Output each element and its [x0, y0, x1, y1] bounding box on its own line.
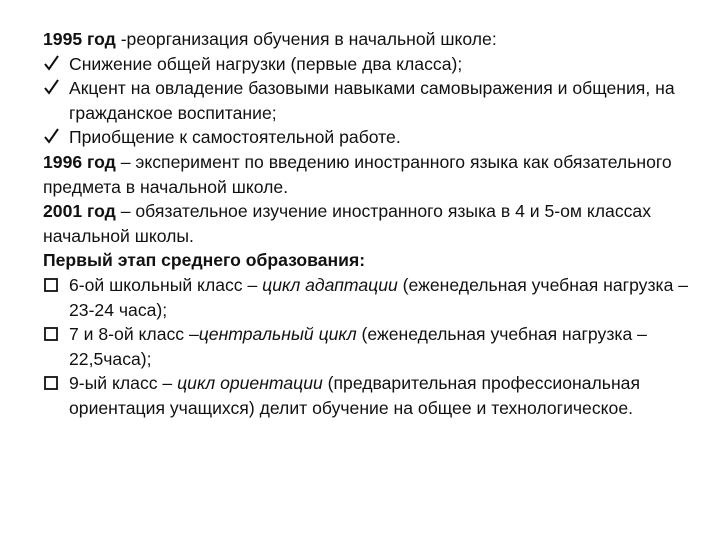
- cycle-name: центральный цикл: [198, 324, 357, 345]
- checkmark-icon: [43, 52, 63, 76]
- square-bullet-icon: [43, 322, 63, 346]
- year-1995: 1995 год: [43, 29, 116, 49]
- list-item: [43, 322, 703, 371]
- item-text: Приобщение к самостоятельной работе.: [69, 127, 401, 148]
- year-2001: 2001 год: [43, 201, 116, 222]
- cycle-name: цикл адаптации: [262, 274, 398, 295]
- list-item: [43, 52, 703, 77]
- stage-heading: Первый этап среднего образования:: [43, 250, 366, 271]
- checkmark-icon: [43, 76, 63, 100]
- list-item: [43, 273, 703, 322]
- year-1996: 1996 год: [43, 151, 116, 172]
- item-text: 7 и 8-ой класс –центральный цикл (еженедельная учебная нагрузка – 22,5часа);: [69, 324, 647, 369]
- text-1996: – эксперимент по введению иностранного языка как обязательного предмета в начальной школе.: [43, 151, 672, 197]
- checkmark-icon: [43, 125, 63, 149]
- text-2001: – обязательное изучение иностранного языка в 4 и 5-ом классах начальной школы.: [43, 201, 651, 246]
- paragraph-1995: [43, 27, 703, 52]
- paragraph-2001: [43, 199, 703, 248]
- item-text: Акцент на овладение базовыми навыками самовыражения и общения, на гражданское воспитание;: [69, 78, 675, 123]
- item-text: 9-ый класс – цикл ориентации (предварительная профессиональная ориентация учащихся) делит обучение на общее и технологическое.: [69, 373, 640, 418]
- list-item: [43, 125, 703, 150]
- text-1995: -реорганизация обучения в начальной школе:: [115, 29, 497, 49]
- square-bullet-icon: [43, 273, 63, 297]
- list-item: [43, 371, 703, 420]
- slide-content: [43, 27, 703, 421]
- item-text: Снижение общей нагрузки (первые два класса);: [69, 53, 463, 74]
- square-bullet-icon: [43, 371, 63, 395]
- list-item: [43, 76, 703, 125]
- paragraph-1996: [43, 150, 703, 199]
- item-text: 6-ой школьный класс – цикл адаптации (еженедельная учебная нагрузка – 23-24 часа);: [69, 274, 689, 320]
- cycle-name: цикл ориентации: [177, 373, 323, 394]
